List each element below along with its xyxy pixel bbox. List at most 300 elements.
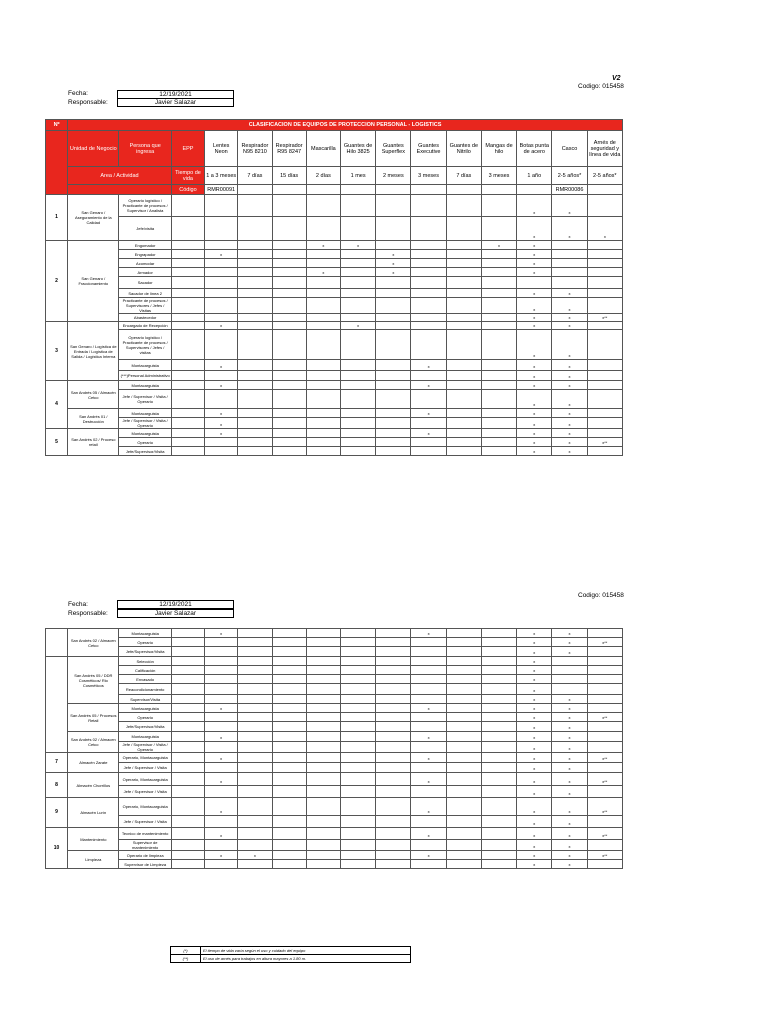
mark-cell xyxy=(446,763,481,773)
mark-cell xyxy=(272,647,306,657)
row-number xyxy=(46,629,68,657)
mark-cell xyxy=(587,860,622,869)
mark-cell xyxy=(272,840,306,851)
mark-cell: x xyxy=(552,447,587,456)
mark-cell xyxy=(587,763,622,773)
mark-cell xyxy=(272,753,306,763)
persona-cell: Operario logístico / Practicante de procesos / Supervisor / Analista xyxy=(119,195,171,217)
mark-cell xyxy=(340,763,375,773)
mark-cell: x xyxy=(517,732,552,742)
mark-cell: x xyxy=(205,250,238,259)
mark-cell: x xyxy=(517,195,552,217)
mark-cell: x xyxy=(552,298,587,314)
mark-cell xyxy=(376,298,411,314)
mark-cell: x xyxy=(205,798,238,816)
mark-cell xyxy=(481,742,516,753)
row-number: 1 xyxy=(46,195,68,241)
mark-cell xyxy=(446,277,481,289)
area-cell: San Andrés 02 / Almacen Cetco xyxy=(68,732,119,753)
mark-cell xyxy=(587,666,622,675)
mark-cell xyxy=(340,786,375,798)
table-row xyxy=(46,268,623,277)
mark-cell xyxy=(552,666,587,675)
mark-cell xyxy=(481,438,516,447)
mark-cell: x xyxy=(517,429,552,438)
mark-cell xyxy=(587,657,622,666)
document-code: Codigo: 015458 xyxy=(578,83,624,90)
mark-cell xyxy=(306,647,340,657)
mark-cell xyxy=(446,675,481,684)
mark-cell xyxy=(481,277,516,289)
mark-cell: x xyxy=(517,773,552,786)
mark-cell xyxy=(238,828,272,840)
mark-cell: x xyxy=(238,851,272,860)
mark-cell xyxy=(481,666,516,675)
mark-cell xyxy=(446,742,481,753)
mark-cell xyxy=(340,732,375,742)
mark-cell xyxy=(306,840,340,851)
mark-cell xyxy=(238,753,272,763)
mark-cell: x xyxy=(517,684,552,695)
mark-cell xyxy=(411,742,446,753)
mark-cell xyxy=(587,732,622,742)
mark-cell xyxy=(481,860,516,869)
mark-cell xyxy=(272,429,306,438)
mark-cell xyxy=(376,816,411,828)
epp-cell xyxy=(171,447,204,456)
mark-cell xyxy=(411,390,446,409)
mark-cell xyxy=(376,647,411,657)
mark-cell: x xyxy=(517,675,552,684)
tiempo-10: 2-5 años* xyxy=(552,167,587,185)
mark-cell xyxy=(411,250,446,259)
mark-cell: x xyxy=(552,429,587,438)
mark-cell xyxy=(376,657,411,666)
mark-cell xyxy=(272,360,306,371)
mark-cell xyxy=(340,268,375,277)
mark-cell xyxy=(238,704,272,713)
mark-cell xyxy=(340,250,375,259)
mark-cell xyxy=(587,840,622,851)
mark-cell xyxy=(411,217,446,241)
mark-cell xyxy=(238,322,272,330)
mark-cell: x xyxy=(517,695,552,704)
mark-cell xyxy=(272,195,306,217)
epp-cell xyxy=(171,860,204,869)
table-title: CLASIFICACION DE EQUIPOS DE PROTECCION PERSONAL - LOGISTICS xyxy=(68,120,623,131)
tiempo-header: Tiempo de vida xyxy=(171,167,204,185)
mark-cell xyxy=(587,289,622,298)
mark-cell xyxy=(481,684,516,695)
persona-cell: Jefe / Supervisor / Visita xyxy=(119,786,171,798)
mark-cell xyxy=(587,447,622,456)
mark-cell xyxy=(306,322,340,330)
mark-cell xyxy=(205,371,238,381)
mark-cell: x xyxy=(517,722,552,732)
mark-cell: x xyxy=(552,763,587,773)
mark-cell xyxy=(272,722,306,732)
mark-cell xyxy=(411,241,446,250)
mark-cell xyxy=(481,786,516,798)
mark-cell xyxy=(238,217,272,241)
mark-cell xyxy=(205,742,238,753)
mark-cell xyxy=(481,195,516,217)
mark-cell: x xyxy=(517,371,552,381)
mark-cell: x xyxy=(587,217,622,241)
mark-cell: x xyxy=(517,330,552,360)
mark-cell xyxy=(411,675,446,684)
mark-cell xyxy=(376,629,411,638)
mark-cell: x xyxy=(552,798,587,816)
mark-cell: x xyxy=(517,360,552,371)
table-row xyxy=(46,722,623,732)
mark-cell xyxy=(340,675,375,684)
area-cell: Almacén Zarate xyxy=(68,753,119,773)
mark-cell xyxy=(481,314,516,322)
mark-cell: x xyxy=(205,851,238,860)
mark-cell xyxy=(306,390,340,409)
persona-cell: Jefe / Supervisor / Visita xyxy=(119,816,171,828)
mark-cell xyxy=(205,684,238,695)
persona-cell: Operario logístico / Practicante de procesos / Supervisores / Jefes / visitas xyxy=(119,330,171,360)
mark-cell xyxy=(306,381,340,390)
mark-cell xyxy=(205,840,238,851)
mark-cell xyxy=(340,840,375,851)
epp-cell xyxy=(171,732,204,742)
mark-cell: x xyxy=(517,268,552,277)
mark-cell xyxy=(272,713,306,722)
col-header-7: Guantes de Nitrilo xyxy=(446,131,481,167)
mark-cell xyxy=(376,289,411,298)
mark-cell xyxy=(205,647,238,657)
mark-cell xyxy=(446,629,481,638)
mark-cell xyxy=(340,860,375,869)
mark-cell: x xyxy=(552,786,587,798)
mark-cell: x xyxy=(411,360,446,371)
mark-cell xyxy=(376,638,411,647)
mark-cell xyxy=(411,657,446,666)
mark-cell xyxy=(411,289,446,298)
mark-cell xyxy=(446,798,481,816)
mark-cell xyxy=(272,704,306,713)
mark-cell xyxy=(411,418,446,429)
mark-cell xyxy=(411,638,446,647)
mark-cell: x xyxy=(306,241,340,250)
mark-cell xyxy=(306,763,340,773)
mark-cell xyxy=(306,860,340,869)
code-9 xyxy=(517,185,552,195)
tiempo-7: 7 días xyxy=(446,167,481,185)
mark-cell xyxy=(481,851,516,860)
mark-cell xyxy=(205,786,238,798)
mark-cell xyxy=(272,438,306,447)
epp-cell xyxy=(171,629,204,638)
epp-cell xyxy=(171,704,204,713)
mark-cell xyxy=(481,298,516,314)
table-row xyxy=(46,259,623,268)
mark-cell xyxy=(411,713,446,722)
mark-cell: x xyxy=(411,753,446,763)
mark-cell xyxy=(446,773,481,786)
mark-cell xyxy=(306,259,340,268)
table-row xyxy=(46,447,623,456)
mark-cell xyxy=(587,647,622,657)
mark-cell xyxy=(272,409,306,418)
mark-cell xyxy=(306,732,340,742)
mark-cell xyxy=(411,314,446,322)
area-header: Area / Actividad xyxy=(68,167,172,185)
mark-cell: x xyxy=(517,666,552,675)
mark-cell xyxy=(587,360,622,371)
mark-cell xyxy=(446,828,481,840)
mark-cell xyxy=(587,722,622,732)
col-header-6: Guantes Executive xyxy=(411,131,446,167)
mark-cell: x xyxy=(411,704,446,713)
mark-cell xyxy=(411,447,446,456)
epp-cell xyxy=(171,666,204,675)
persona-header: Persona que ingresa xyxy=(119,131,171,167)
mark-cell xyxy=(340,371,375,381)
mark-cell xyxy=(411,371,446,381)
mark-cell xyxy=(446,722,481,732)
table-row xyxy=(46,381,623,390)
table-row xyxy=(46,851,623,860)
epp-cell xyxy=(171,250,204,259)
persona-cell: Sacador xyxy=(119,277,171,289)
mark-cell: x xyxy=(517,390,552,409)
mark-cell xyxy=(238,657,272,666)
mark-cell: x xyxy=(517,742,552,753)
tiempo-8: 3 meses xyxy=(481,167,516,185)
mark-cell xyxy=(238,647,272,657)
mark-cell xyxy=(238,732,272,742)
mark-cell xyxy=(205,195,238,217)
mark-cell xyxy=(587,675,622,684)
mark-cell xyxy=(376,773,411,786)
mark-cell xyxy=(340,314,375,322)
mark-cell xyxy=(446,409,481,418)
mark-cell: x xyxy=(552,438,587,447)
mark-cell xyxy=(446,429,481,438)
mark-cell xyxy=(340,647,375,657)
persona-cell: Operario de limpieza xyxy=(119,851,171,860)
mark-cell xyxy=(446,684,481,695)
mark-cell: x xyxy=(205,381,238,390)
mark-cell: x xyxy=(517,418,552,429)
epp-header: EPP xyxy=(171,131,204,167)
epp-cell xyxy=(171,268,204,277)
mark-cell xyxy=(238,666,272,675)
mark-cell xyxy=(205,763,238,773)
mark-cell xyxy=(481,429,516,438)
persona-cell: Operario, Montacarguista xyxy=(119,753,171,763)
legend-text-2: El uso de arnés para trabajos en altura mayores a 1.80 m. xyxy=(201,955,411,963)
mark-cell xyxy=(446,289,481,298)
mark-cell xyxy=(587,429,622,438)
mark-cell xyxy=(238,241,272,250)
mark-cell xyxy=(411,786,446,798)
epp-cell xyxy=(171,684,204,695)
mark-cell: x xyxy=(517,217,552,241)
responsable-label: Responsable: xyxy=(68,99,108,106)
tiempo-5: 2 meses xyxy=(376,167,411,185)
mark-cell xyxy=(517,277,552,289)
table-row xyxy=(46,798,623,816)
mark-cell xyxy=(481,360,516,371)
mark-cell xyxy=(306,629,340,638)
mark-cell xyxy=(238,418,272,429)
epp-cell xyxy=(171,647,204,657)
mark-cell: x** xyxy=(587,828,622,840)
mark-cell xyxy=(306,298,340,314)
tiempo-9: 1 año xyxy=(517,167,552,185)
mark-cell xyxy=(481,816,516,828)
mark-cell xyxy=(272,259,306,268)
mark-cell xyxy=(587,418,622,429)
mark-cell: x xyxy=(552,330,587,360)
mark-cell xyxy=(376,217,411,241)
area-cell: San Andrés 05 / Almacén Cetco xyxy=(68,381,119,409)
mark-cell xyxy=(481,409,516,418)
epp-cell xyxy=(171,638,204,647)
mark-cell xyxy=(340,298,375,314)
mark-cell xyxy=(238,298,272,314)
mark-cell xyxy=(238,268,272,277)
persona-cell: Jefe/visita xyxy=(119,217,171,241)
mark-cell xyxy=(411,647,446,657)
mark-cell xyxy=(306,666,340,675)
mark-cell: x** xyxy=(587,438,622,447)
persona-cell: Jefe / Supervisor / Visita / Operario xyxy=(119,418,171,429)
col-header-3: Mascarilla xyxy=(306,131,340,167)
mark-cell xyxy=(376,742,411,753)
mark-cell xyxy=(272,241,306,250)
persona-cell: Supervisor/Visita xyxy=(119,695,171,704)
mark-cell xyxy=(205,330,238,360)
col-header-8: Mangas de hilo xyxy=(481,131,516,167)
epp-cell xyxy=(171,195,204,217)
mark-cell: x xyxy=(552,860,587,869)
mark-cell xyxy=(306,418,340,429)
mark-cell xyxy=(272,629,306,638)
mark-cell: x xyxy=(552,409,587,418)
mark-cell xyxy=(446,657,481,666)
mark-cell xyxy=(205,277,238,289)
persona-cell: Operario xyxy=(119,438,171,447)
area-cell: Almacén Chorrillos xyxy=(68,773,119,798)
mark-cell xyxy=(238,638,272,647)
legend-key-1: (*) xyxy=(171,947,201,955)
mark-cell xyxy=(340,217,375,241)
epp-cell xyxy=(171,773,204,786)
table-row xyxy=(46,629,623,638)
mark-cell: x xyxy=(517,647,552,657)
mark-cell xyxy=(481,381,516,390)
mark-cell xyxy=(552,250,587,259)
area-cell: Almacén Lurín xyxy=(68,798,119,828)
code-8 xyxy=(481,185,516,195)
mark-cell: x xyxy=(411,828,446,840)
epp-cell xyxy=(171,259,204,268)
mark-cell xyxy=(272,277,306,289)
mark-cell xyxy=(340,195,375,217)
mark-cell xyxy=(272,816,306,828)
mark-cell xyxy=(446,816,481,828)
mark-cell xyxy=(446,330,481,360)
mark-cell: x xyxy=(517,298,552,314)
mark-cell xyxy=(587,409,622,418)
mark-cell: x xyxy=(517,314,552,322)
mark-cell: x xyxy=(205,429,238,438)
table-row xyxy=(46,675,623,684)
table-row xyxy=(46,828,623,840)
mark-cell xyxy=(340,695,375,704)
mark-cell: x xyxy=(411,629,446,638)
fecha-value-p2: 12/19/2021 xyxy=(117,600,234,609)
mark-cell xyxy=(272,675,306,684)
mark-cell xyxy=(481,828,516,840)
area-cell: San Genaro / Fraccionamiento xyxy=(68,241,119,322)
mark-cell xyxy=(587,330,622,360)
version-label: V2 xyxy=(612,75,621,82)
mark-cell xyxy=(587,695,622,704)
code-4 xyxy=(340,185,375,195)
mark-cell xyxy=(205,268,238,277)
mark-cell xyxy=(205,675,238,684)
mark-cell xyxy=(481,763,516,773)
mark-cell xyxy=(238,409,272,418)
mark-cell xyxy=(205,298,238,314)
mark-cell: x xyxy=(205,629,238,638)
persona-cell: Jefe/Supervisor/Visita xyxy=(119,722,171,732)
persona-cell: Montacarguista xyxy=(119,429,171,438)
mark-cell xyxy=(481,638,516,647)
mark-cell xyxy=(238,786,272,798)
mark-cell xyxy=(376,798,411,816)
mark-cell xyxy=(238,763,272,773)
mark-cell xyxy=(376,418,411,429)
col-header-5: Guantes Superflex xyxy=(376,131,411,167)
mark-cell xyxy=(272,732,306,742)
area-cell: San Andrés 02 / Almacen Cetco xyxy=(68,629,119,657)
table-row xyxy=(46,250,623,259)
mark-cell xyxy=(272,381,306,390)
mark-cell xyxy=(205,390,238,409)
mark-cell xyxy=(272,447,306,456)
row-number: 4 xyxy=(46,381,68,429)
mark-cell xyxy=(376,851,411,860)
mark-cell xyxy=(481,647,516,657)
table-row xyxy=(46,638,623,647)
mark-cell xyxy=(446,241,481,250)
mark-cell xyxy=(376,828,411,840)
mark-cell xyxy=(376,722,411,732)
mark-cell: x xyxy=(340,241,375,250)
mark-cell xyxy=(238,722,272,732)
mark-cell xyxy=(446,259,481,268)
persona-cell: Jefe/Supervisor/Visita xyxy=(119,647,171,657)
code-5 xyxy=(376,185,411,195)
mark-cell xyxy=(238,695,272,704)
mark-cell xyxy=(552,684,587,695)
code-3 xyxy=(306,185,340,195)
mark-cell: x xyxy=(517,289,552,298)
mark-cell xyxy=(306,828,340,840)
mark-cell: x xyxy=(552,381,587,390)
mark-cell xyxy=(587,298,622,314)
mark-cell xyxy=(238,773,272,786)
mark-cell xyxy=(340,638,375,647)
